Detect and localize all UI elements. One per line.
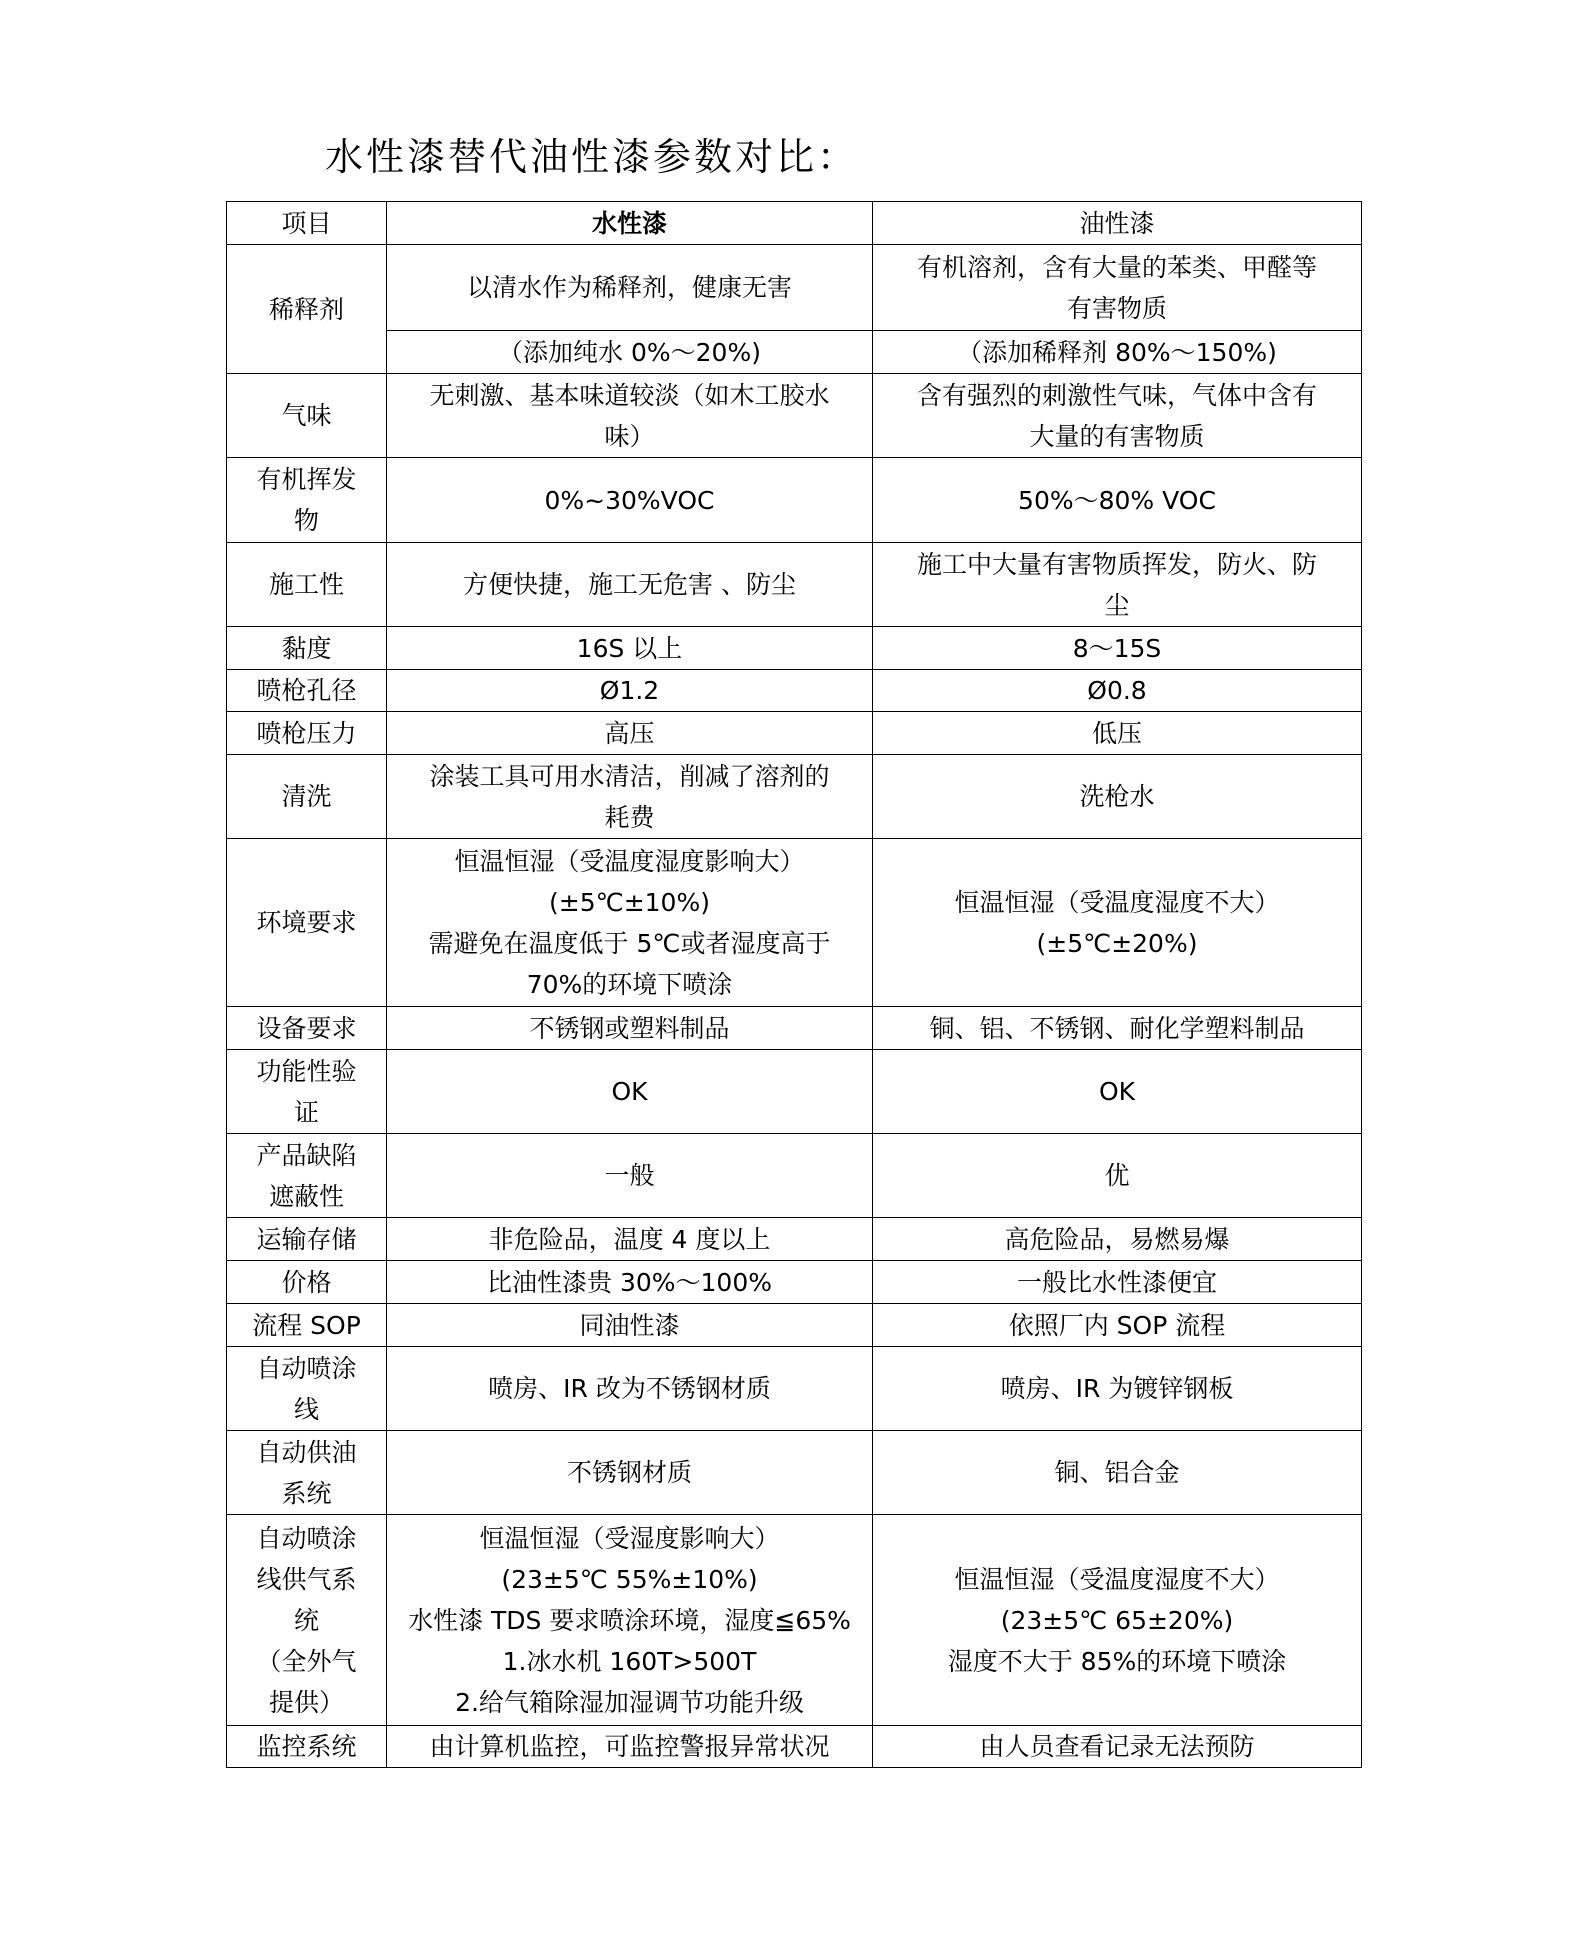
water-pressure: 高压: [387, 712, 873, 755]
water-price: 比油性漆贵 30%～100%: [387, 1261, 873, 1304]
water-nozzle: Ø1.2: [387, 670, 873, 712]
row-label-cleaning: 清洗: [227, 755, 387, 839]
water-diluent: 以清水作为稀释剂，健康无害: [387, 245, 873, 331]
table-row: [227, 839, 1362, 1007]
oil-nozzle: Ø0.8: [873, 670, 1362, 712]
table-row: [227, 755, 1362, 839]
row-label-equipment: 设备要求: [227, 1007, 387, 1050]
oil-price: 一般比水性漆便宜: [873, 1261, 1362, 1304]
table-row: [227, 627, 1362, 670]
header-water-paint: 水性漆: [387, 202, 873, 245]
table-row: [227, 1431, 1362, 1515]
table-row: [227, 1134, 1362, 1218]
water-equipment: 不锈钢或塑料制品: [387, 1007, 873, 1050]
header-oil-paint: 油性漆: [873, 202, 1362, 245]
page-title: 水性漆替代油性漆参数对比：: [325, 135, 859, 179]
oil-defect: 优: [873, 1134, 1362, 1218]
water-viscosity: 16S 以上: [387, 627, 873, 670]
row-label-pressure: 喷枪压力: [227, 712, 387, 755]
water-cleaning: 涂装工具可用水清洁，削减了溶剂的 耗费: [387, 755, 873, 839]
table-row: [227, 1218, 1362, 1261]
oil-sop: 依照厂内 SOP 流程: [873, 1304, 1362, 1347]
row-label-diluent: 稀释剂: [227, 245, 387, 374]
row-label-defect: 产品缺陷 遮蔽性: [227, 1134, 387, 1218]
oil-viscosity: 8～15S: [873, 627, 1362, 670]
row-label-transport: 运输存储: [227, 1218, 387, 1261]
water-environment: 恒温恒湿（受温度湿度影响大） (±5℃±10%) 需避免在温度低于 5℃或者湿度高于 70%的环境下喷涂: [387, 839, 873, 1007]
water-oil-supply: 不锈钢材质: [387, 1431, 873, 1515]
oil-air-supply: 恒温恒湿（受温度湿度不大） (23±5℃ 65±20%) 湿度不大于 85%的环境下喷涂: [873, 1515, 1362, 1726]
water-spray-line: 喷房、IR 改为不锈钢材质: [387, 1347, 873, 1431]
water-workability: 方便快捷，施工无危害 、防尘: [387, 543, 873, 627]
water-sop: 同油性漆: [387, 1304, 873, 1347]
oil-cleaning: 洗枪水: [873, 755, 1362, 839]
comparison-table: [226, 201, 1362, 1768]
row-label-verification: 功能性验 证: [227, 1050, 387, 1134]
table-row: [227, 245, 1362, 331]
water-transport: 非危险品，温度 4 度以上: [387, 1218, 873, 1261]
water-air-supply: 恒温恒湿（受湿度影响大） (23±5℃ 55%±10%) 水性漆 TDS 要求喷涂环境，湿度≦65% 1.冰水机 160T>500T 2.给气箱除湿加湿调节功能升级: [387, 1515, 873, 1726]
oil-equipment: 铜、铝、不锈钢、耐化学塑料制品: [873, 1007, 1362, 1050]
table-row: [227, 1347, 1362, 1431]
oil-spray-line: 喷房、IR 为镀锌钢板: [873, 1347, 1362, 1431]
row-label-viscosity: 黏度: [227, 627, 387, 670]
header-item: 项目: [227, 202, 387, 245]
water-monitoring: 由计算机监控，可监控警报异常状况: [387, 1726, 873, 1768]
row-label-workability: 施工性: [227, 543, 387, 627]
oil-diluent: 有机溶剂，含有大量的苯类、甲醛等 有害物质: [873, 245, 1362, 331]
row-label-monitoring: 监控系统: [227, 1726, 387, 1768]
table-row: [227, 458, 1362, 543]
oil-pressure: 低压: [873, 712, 1362, 755]
oil-verification: OK: [873, 1050, 1362, 1134]
table-row: [227, 1726, 1362, 1768]
table-row: [227, 331, 1362, 374]
row-label-air-supply: 自动喷涂 线供气系 统 （全外气 提供）: [227, 1515, 387, 1726]
oil-diluent-ratio: （添加稀释剂 80%～150%): [873, 331, 1362, 374]
table-row: [227, 1007, 1362, 1050]
table-row: [227, 1050, 1362, 1134]
water-odor: 无刺激、基本味道较淡（如木工胶水 味）: [387, 374, 873, 458]
row-label-sop: 流程 SOP: [227, 1304, 387, 1347]
table-row: [227, 670, 1362, 712]
table-header-row: [227, 202, 1362, 245]
row-label-spray-line: 自动喷涂 线: [227, 1347, 387, 1431]
table-row: [227, 1304, 1362, 1347]
row-label-voc: 有机挥发 物: [227, 458, 387, 543]
table-row: [227, 1515, 1362, 1726]
oil-environment: 恒温恒湿（受温度湿度不大） (±5℃±20%): [873, 839, 1362, 1007]
water-verification: OK: [387, 1050, 873, 1134]
row-label-environment: 环境要求: [227, 839, 387, 1007]
row-label-odor: 气味: [227, 374, 387, 458]
row-label-price: 价格: [227, 1261, 387, 1304]
oil-voc: 50%～80% VOC: [873, 458, 1362, 543]
oil-workability: 施工中大量有害物质挥发，防火、防 尘: [873, 543, 1362, 627]
oil-odor: 含有强烈的刺激性气味，气体中含有 大量的有害物质: [873, 374, 1362, 458]
oil-transport: 高危险品，易燃易爆: [873, 1218, 1362, 1261]
row-label-oil-supply: 自动供油 系统: [227, 1431, 387, 1515]
table-row: [227, 543, 1362, 627]
oil-monitoring: 由人员查看记录无法预防: [873, 1726, 1362, 1768]
oil-oil-supply: 铜、铝合金: [873, 1431, 1362, 1515]
table-row: [227, 712, 1362, 755]
water-defect: 一般: [387, 1134, 873, 1218]
water-diluent-ratio: （添加纯水 0%～20%): [387, 331, 873, 374]
table-row: [227, 374, 1362, 458]
water-voc: 0%~30%VOC: [387, 458, 873, 543]
row-label-nozzle: 喷枪孔径: [227, 670, 387, 712]
table-row: [227, 1261, 1362, 1304]
